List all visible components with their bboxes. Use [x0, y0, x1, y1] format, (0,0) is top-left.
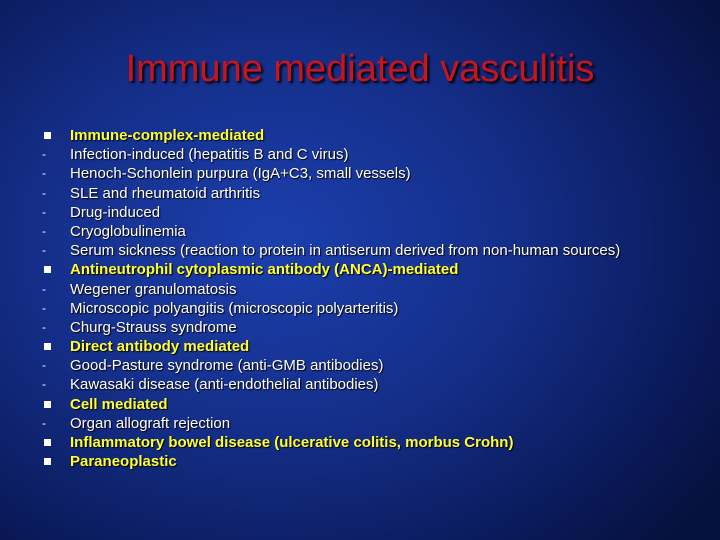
item-text: SLE and rheumatoid arthritis — [70, 184, 261, 202]
item-text: Microscopic polyangitis (microscopic polyarteritis) — [70, 299, 399, 317]
square-bullet-shape — [44, 343, 51, 350]
dash-bullet-icon — [42, 203, 60, 222]
square-bullet-shape — [44, 401, 51, 408]
heading-item — [42, 126, 702, 145]
dash-bullet-glyph: - — [42, 166, 46, 181]
dash-bullet-glyph: - — [42, 377, 46, 392]
dash-bullet-glyph: - — [42, 223, 46, 238]
sub-item — [42, 356, 702, 375]
dash-bullet-glyph: - — [42, 300, 46, 315]
square-bullet-icon — [42, 433, 60, 452]
dash-bullet-icon — [42, 184, 60, 203]
dash-bullet-glyph: - — [42, 204, 46, 219]
square-bullet-shape — [44, 439, 51, 446]
item-text: Paraneoplastic — [70, 453, 177, 471]
item-text: Good-Pasture syndrome (anti-GMB antibodies) — [70, 357, 384, 375]
dash-bullet-glyph: - — [42, 185, 46, 200]
item-text: Immune-complex-mediated — [70, 127, 265, 144]
sub-item — [42, 318, 702, 337]
heading-item — [42, 260, 702, 279]
item-text: Churg-Strauss syndrome — [70, 318, 237, 336]
sub-item — [42, 414, 702, 433]
dash-bullet-glyph: - — [42, 243, 46, 258]
heading-item — [42, 395, 702, 414]
square-bullet-icon — [42, 260, 60, 279]
sub-item — [42, 299, 702, 318]
dash-bullet-icon — [42, 375, 60, 394]
dash-bullet-glyph: - — [42, 415, 46, 430]
item-text: Drug-induced — [70, 203, 161, 221]
dash-bullet-glyph: - — [42, 147, 46, 162]
item-text: Cell mediated — [70, 395, 168, 413]
dash-bullet-glyph: - — [42, 358, 46, 373]
item-text: Inflammatory bowel disease (ulcerative colitis, morbus Crohn) — [70, 434, 514, 451]
dash-bullet-glyph: - — [42, 281, 46, 296]
item-text: Henoch-Schonlein purpura (IgA+C3, small vessels) — [70, 165, 411, 183]
sub-item — [42, 184, 702, 203]
square-bullet-icon — [42, 126, 60, 145]
dash-bullet-glyph: - — [42, 319, 46, 334]
item-text: Organ allograft rejection — [70, 414, 231, 432]
item-text: Antineutrophil cytoplasmic antibody (ANCA)-mediated — [70, 261, 459, 279]
dash-bullet-icon — [42, 414, 60, 433]
item-text: Wegener granulomatosis — [70, 280, 237, 298]
heading-item — [42, 337, 702, 356]
dash-bullet-icon — [42, 356, 60, 375]
item-text: Cryoglobulinemia — [70, 222, 186, 240]
square-bullet-shape — [44, 266, 51, 273]
dash-bullet-icon — [42, 145, 60, 164]
square-bullet-icon — [42, 337, 60, 356]
dash-bullet-icon — [42, 318, 60, 337]
dash-bullet-icon — [42, 241, 60, 260]
sub-item — [42, 203, 702, 222]
heading-item — [42, 433, 702, 452]
dash-bullet-icon — [42, 280, 60, 299]
bullet-list — [42, 126, 702, 471]
sub-item — [42, 375, 702, 394]
dash-bullet-icon — [42, 299, 60, 318]
item-text: Direct antibody mediated — [70, 338, 250, 356]
square-bullet-icon — [42, 452, 60, 471]
square-bullet-icon — [42, 395, 60, 414]
sub-item — [42, 280, 702, 299]
sub-item — [42, 222, 702, 241]
item-text: Infection-induced (hepatitis B and C virus) — [70, 146, 349, 164]
sub-item — [42, 164, 702, 183]
slide-title: Immune mediated vasculitis — [125, 48, 595, 90]
sub-item — [42, 145, 702, 164]
heading-item — [42, 452, 702, 471]
item-text: Serum sickness (reaction to protein in antiserum derived from non-human sources) — [70, 242, 621, 260]
dash-bullet-icon — [42, 222, 60, 241]
item-text: Kawasaki disease (anti-endothelial antibodies) — [70, 376, 379, 394]
sub-item — [42, 241, 702, 260]
square-bullet-shape — [44, 132, 51, 139]
square-bullet-shape — [44, 458, 51, 465]
dash-bullet-icon — [42, 164, 60, 183]
